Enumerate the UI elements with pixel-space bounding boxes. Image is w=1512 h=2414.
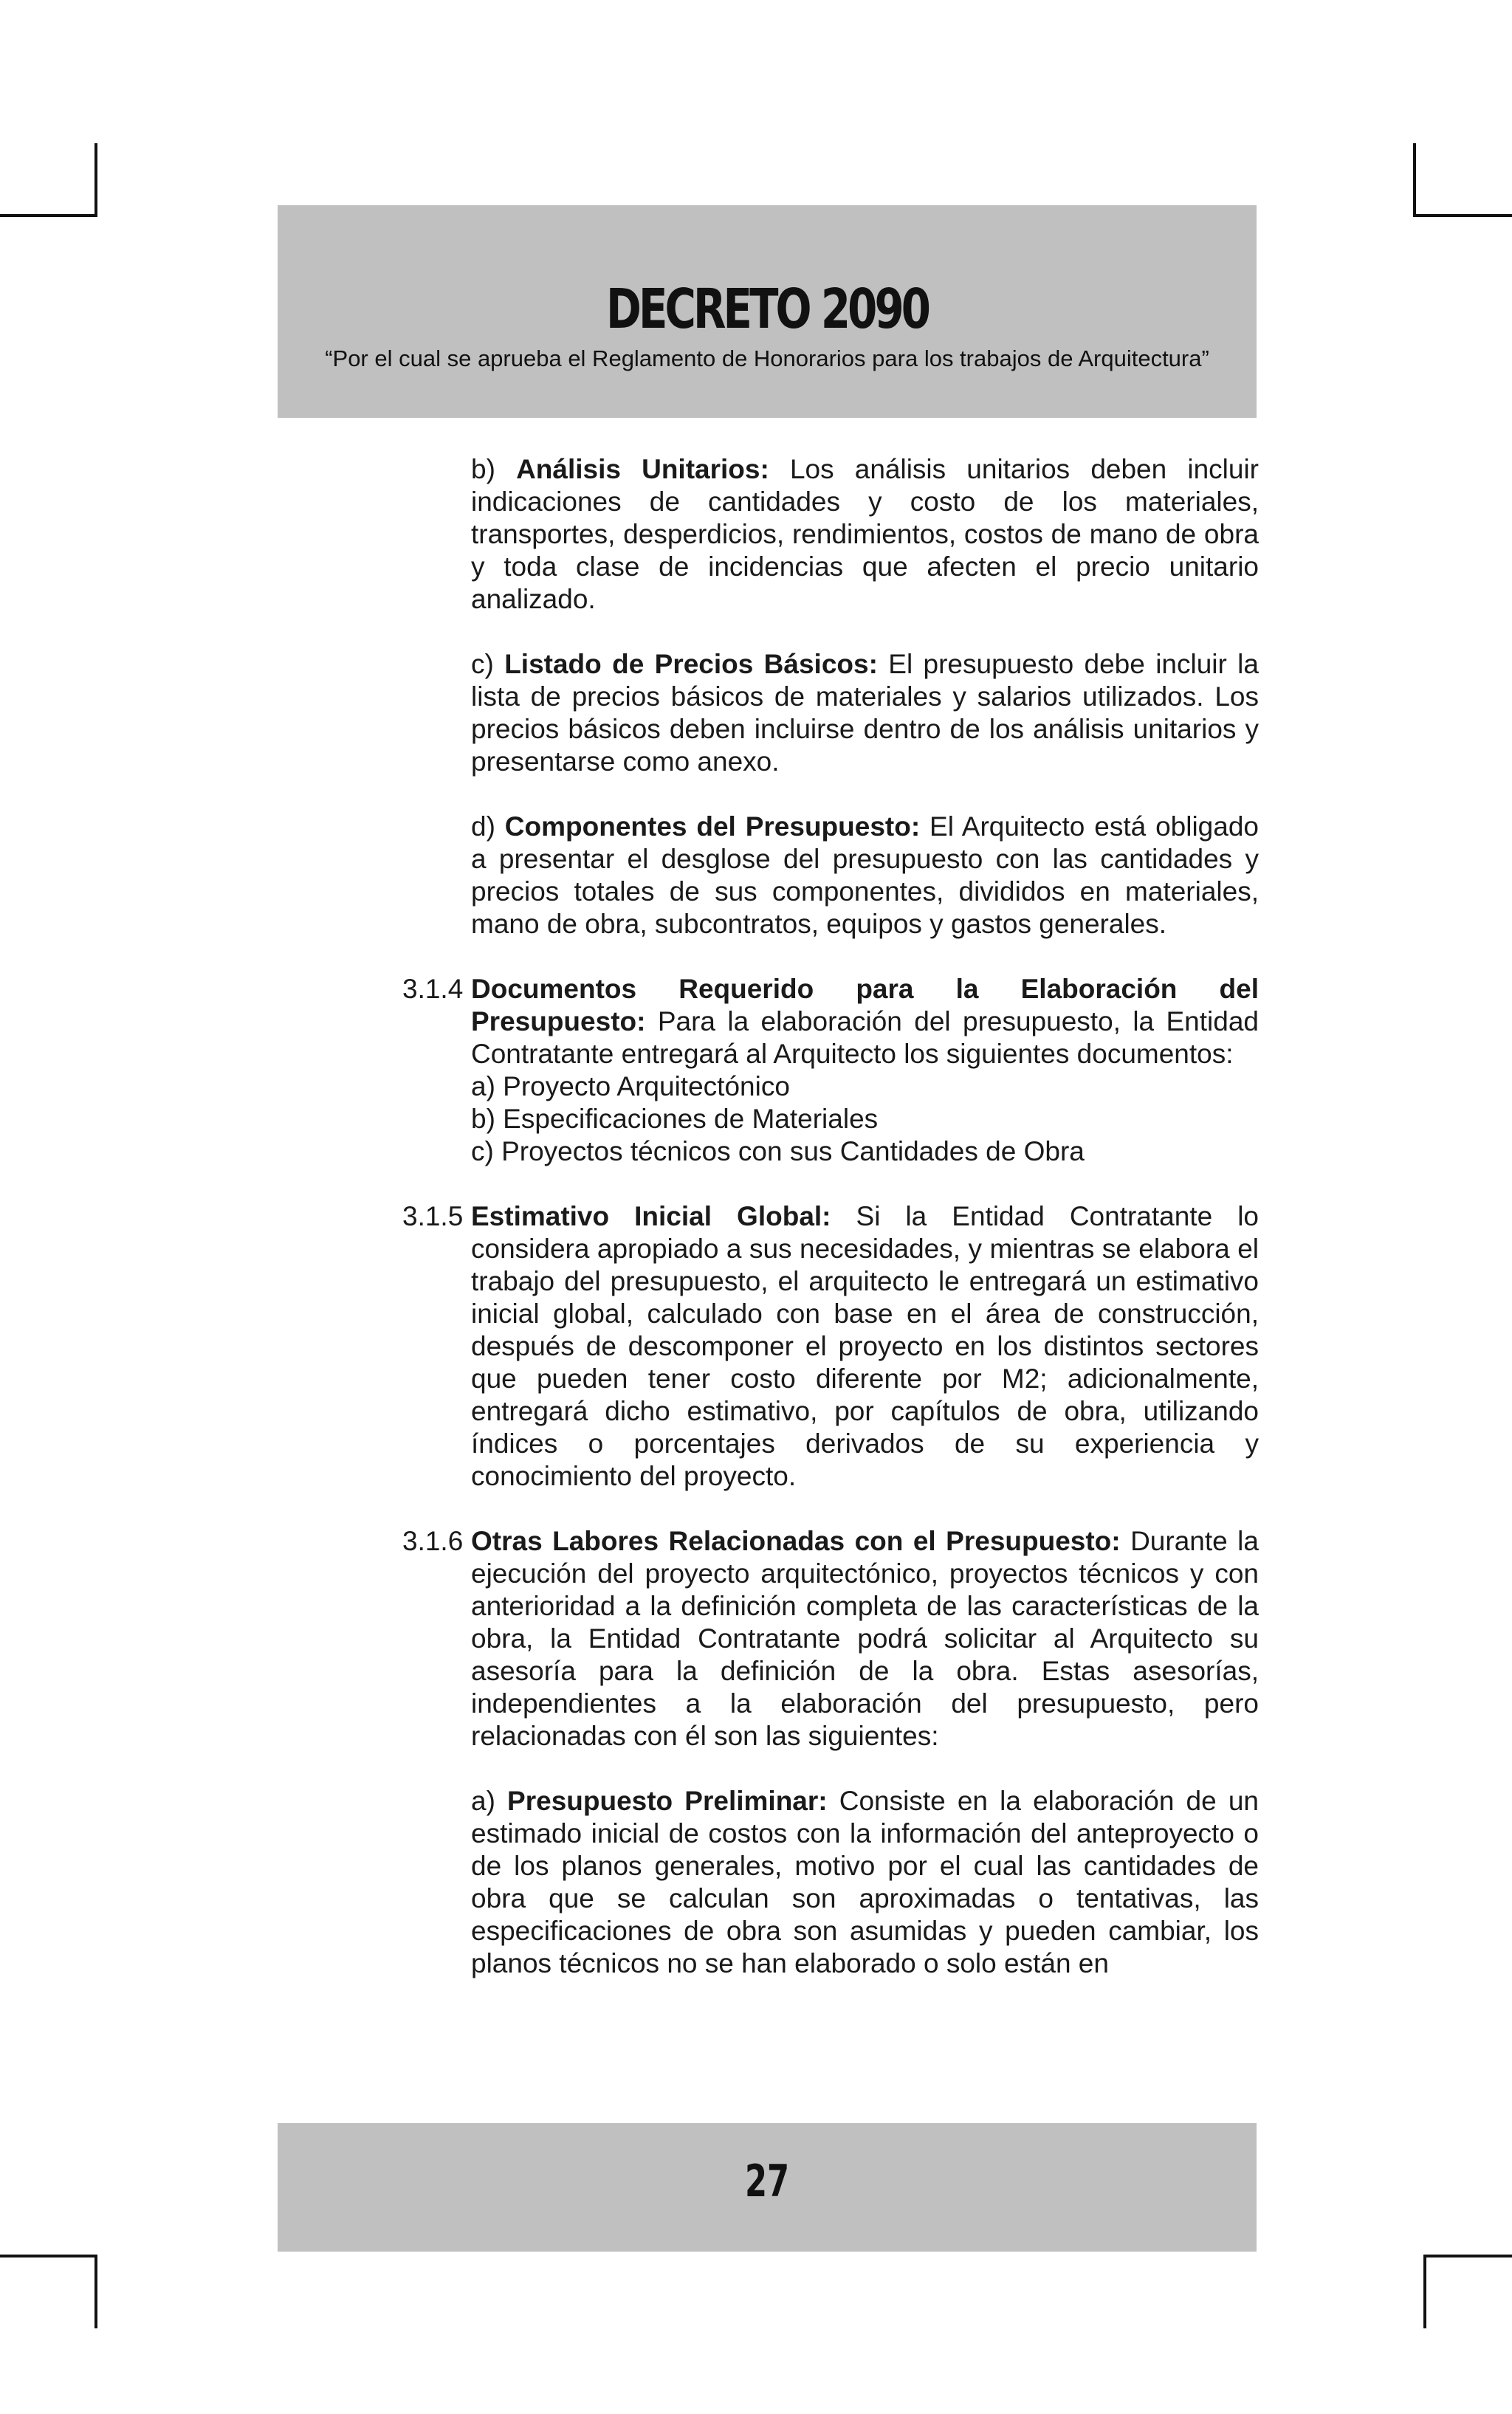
section-3-1-4-heading: Documentos Requerido para la Elaboración del Presupuesto: bbox=[471, 974, 1259, 1036]
page-content bbox=[402, 453, 1259, 1980]
crop-mark-top-right-horizontal bbox=[1413, 214, 1512, 217]
heading-listado-precios: Listado de Precios Básicos: bbox=[504, 649, 878, 679]
paragraph-presupuesto-preliminar: a) Presupuesto Preliminar: Consiste en la elaboración de un estimado inicial de costos con la información del anteproyecto o de los planos generales, motivo por el cual las cantidades de obra que se calculan son aproximadas o tentativas, las especificaciones de obra son asumidas y pueden cambiar, los planos técnicos no se han elaborado o solo están en bbox=[471, 1786, 1260, 1978]
paragraph-analisis-unitarios: b) Análisis Unitarios: Los análisis unitarios deben incluir indicaciones de cantidades y costo de los materiales, transportes, desperdicios, rendimientos, costos de mano de obra y toda clase de incidencias que afecten el precio unitario analizado. bbox=[471, 454, 1259, 614]
footer-band bbox=[278, 2123, 1257, 2252]
section-3-1-6-heading: Otras Labores Relacionadas con el Presupuesto: bbox=[471, 1526, 1121, 1556]
crop-mark-bottom-left-vertical bbox=[94, 2255, 97, 2328]
page-number: 27 bbox=[744, 2156, 790, 2207]
section-number: 3.1.5 bbox=[402, 1201, 464, 1231]
section-3-1-4-text: Documentos Requerido para la Elaboración del Presupuesto: Para la elaboración del presupuesto, la Entidad Contratante entregará al Arquitecto los siguientes documentos: bbox=[471, 974, 1259, 1069]
paragraph-componentes-presupuesto: d) Componentes del Presupuesto: El Arquitecto está obligado a presentar el desglose del presupuesto con las cantidades y precios totales de sus componentes, divididos en materiales, mano de obra, subcontratos, equipos y gastos generales. bbox=[471, 811, 1259, 939]
section-3-1-5-heading: Estimativo Inicial Global: bbox=[471, 1201, 831, 1231]
crop-mark-bottom-right-vertical bbox=[1423, 2255, 1426, 2328]
section-3-1-5 bbox=[402, 1200, 1259, 1493]
crop-mark-bottom-right-horizontal bbox=[1423, 2255, 1512, 2257]
document-subtitle: “Por el cual se aprueba el Reglamento de Honorarios para los trabajos de Arquitectura” bbox=[325, 345, 1209, 371]
header-band bbox=[278, 205, 1257, 418]
section-3-1-6-text: Otras Labores Relacionadas con el Presupuesto: Durante la ejecución del proyecto arquitectónico, proyectos técnicos y con anterioridad a la definición completa de las características de la obra, la Entidad Contratante podrá solicitar al Arquitecto su asesoría para la definición de la obra. Estas asesorías, independientes a la elaboración del presupuesto, pero relacionadas con él son las siguientes: bbox=[471, 1526, 1259, 1751]
crop-mark-top-left-vertical bbox=[94, 143, 97, 217]
list-item: c) Proyectos técnicos con sus Cantidades de Obra bbox=[471, 1136, 1085, 1166]
heading-componentes-presupuesto: Componentes del Presupuesto: bbox=[504, 811, 921, 842]
section-3-1-5-text: Estimativo Inicial Global: Si la Entidad Contratante lo considera apropiado a sus necesidades, y mientras se elabora el trabajo del presupuesto, el arquitecto le entregará un estimativo inicial global, calculado con base en el área de construcción, después de descomponer el proyecto en los distintos sectores que pueden tener costo diferente por M2; adicionalmente, entregará dicho estimativo, por capítulos de obra, utilizando índices o porcentajes derivados de su experiencia y conocimiento del proyecto. bbox=[471, 1201, 1259, 1491]
list-item: b) Especificaciones de Materiales bbox=[471, 1104, 879, 1134]
section-number: 3.1.6 bbox=[402, 1526, 464, 1556]
heading-analisis-unitarios: Análisis Unitarios: bbox=[516, 454, 769, 484]
section-3-1-6 bbox=[402, 1525, 1259, 1753]
list-item: a) Proyecto Arquitectónico bbox=[471, 1071, 790, 1101]
crop-mark-top-left-horizontal bbox=[0, 214, 97, 217]
document-list bbox=[471, 1070, 1259, 1168]
section-number: 3.1.4 bbox=[402, 974, 464, 1004]
crop-mark-top-right-vertical bbox=[1413, 143, 1416, 217]
paragraph-listado-precios: c) Listado de Precios Básicos: El presupuesto debe incluir la lista de precios básicos de materiales y salarios utilizados. Los precios básicos deben incluirse dentro de los análisis unitarios y presentarse como anexo. bbox=[471, 649, 1259, 777]
crop-mark-bottom-left-horizontal bbox=[0, 2255, 97, 2257]
heading-presupuesto-preliminar: Presupuesto Preliminar: bbox=[507, 1786, 828, 1816]
section-3-1-4 bbox=[402, 973, 1259, 1168]
document-title: DECRETO 2090 bbox=[606, 278, 928, 341]
